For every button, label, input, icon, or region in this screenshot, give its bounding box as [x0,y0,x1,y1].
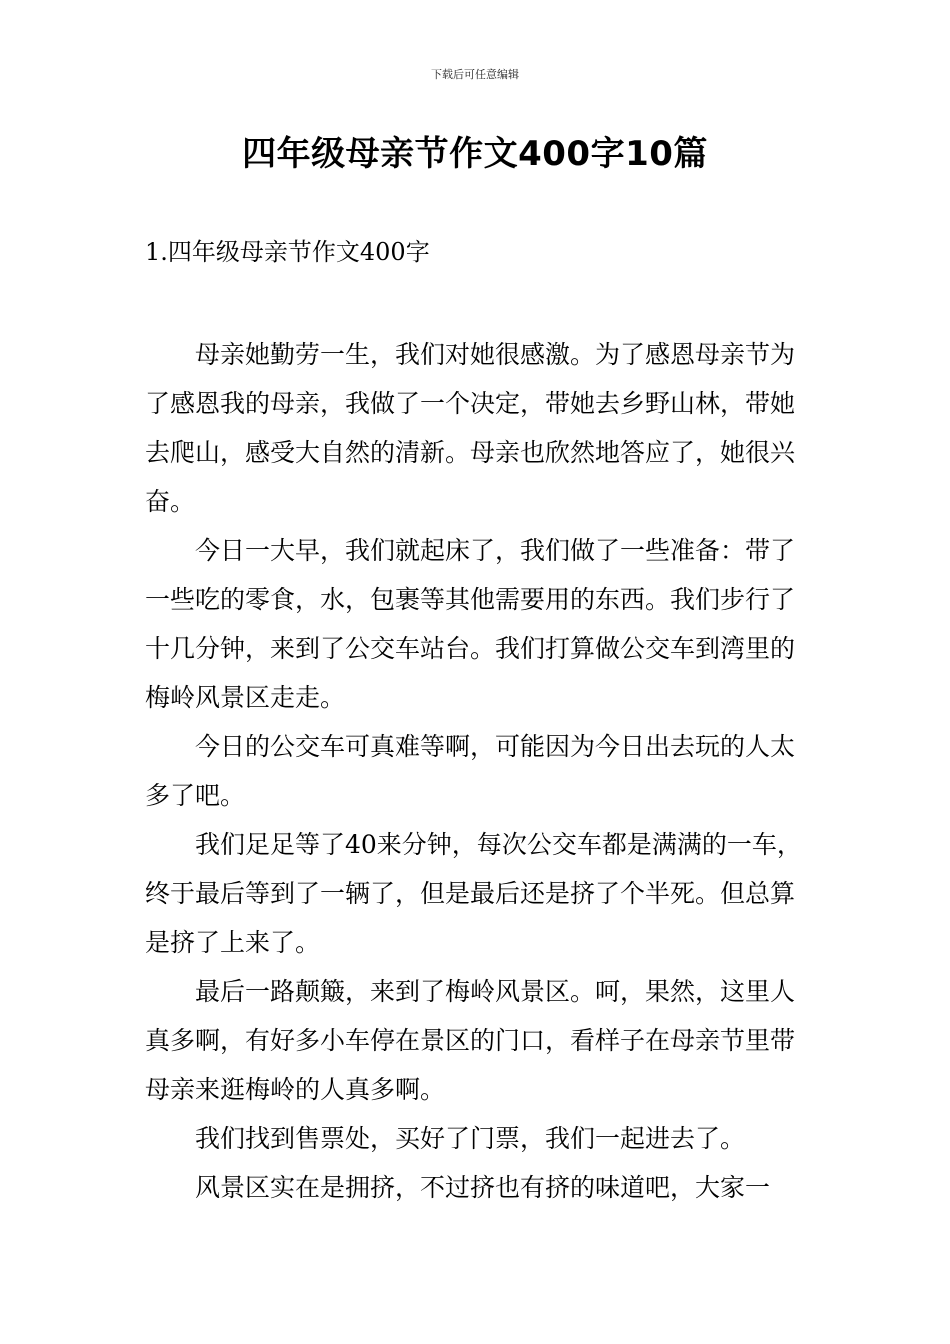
paragraph: 我们足足等了40来分钟，每次公交车都是满满的一车，终于最后等到了一辆了，但是最后还是挤了个半死。但总算是挤了上来了。 [145,830,802,957]
paragraph: 今日一大早，我们就起床了，我们做了一些准备：带了一些吃的零食，水，包裹等其他需要用的东西。我们步行了十几分钟，来到了公交车站台。我们打算做公交车到湾里的梅岭风景区走走。 [145,536,796,712]
paragraph: 风景区实在是拥挤，不过挤也有挤的味道吧，大家一 [195,1173,771,1202]
paragraph: 我们找到售票处，买好了门票，我们一起进去了。 [195,1124,746,1153]
header-note: 下载后可任意编辑 [431,68,519,81]
body-text [145,330,807,1212]
section-heading: 1.四年级母亲节作文400字 [145,238,430,266]
paragraph: 母亲她勤劳一生，我们对她很感激。为了感恩母亲节为了感恩我的母亲，我做了一个决定，带她去乡野山林，带她去爬山，感受大自然的清新。母亲也欣然地答应了，她很兴奋。 [145,340,796,516]
paragraph: 最后一路颠簸，来到了梅岭风景区。呵，果然，这里人真多啊，有好多小车停在景区的门口，看样子在母亲节里带母亲来逛梅岭的人真多啊。 [145,977,796,1104]
paragraph: 今日的公交车可真难等啊，可能因为今日出去玩的人太多了吧。 [145,732,796,810]
document-title: 四年级母亲节作文400字10篇 [242,134,708,174]
